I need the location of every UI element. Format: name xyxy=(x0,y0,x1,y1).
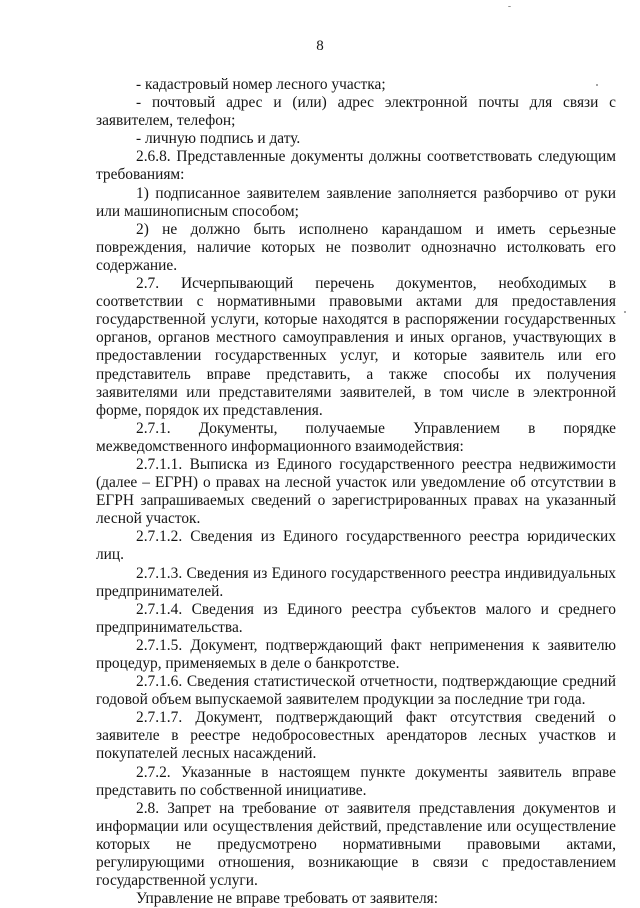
paragraph: 2.6.8. Представленные документы должны соответствовать следующим требованиям: xyxy=(96,148,616,184)
paragraph: 2.7.1.4. Сведения из Единого реестра субъектов малого и среднего предпринимательства. xyxy=(96,600,616,636)
paragraph: - кадастровый номер лесного участка; xyxy=(136,76,386,93)
paragraph: 2.7. Исчерпывающий перечень документов, необходимых в соответствии с нормативными правовыми актами для предоставления государственной услуги, которые находятся в распоряжении государственных органов, органов местного самоуправления и иных органов, участвующих в предоставлении государственных услуг, и которые заявитель или его представитель вправе представить, а также способы их получения заявителями или представителями заявителей, в том числе в электронной форме, порядок их представления. xyxy=(96,275,616,419)
paragraph: 1) подписанное заявителем заявление заполняется разборчиво от руки или машинописным способом; xyxy=(96,184,616,220)
paragraph: 2.7.1.1. Выписка из Единого государственного реестра недвижимости (далее – ЕГРН) о правах на лесной участок или уведомление об отсутствии в ЕГРН запрашиваемых сведений о зарегистрированных правах на указанный лесной участок. xyxy=(96,455,616,528)
document-body xyxy=(96,76,616,908)
paragraph: - почтовый адрес и (или) адрес электронной почты для связи с заявителем, телефон; xyxy=(96,94,616,130)
paragraph: Управление не вправе требовать от заявителя: xyxy=(136,890,439,908)
scan-speck xyxy=(508,6,511,7)
paragraph: 2.7.1.3. Сведения из Единого государственного реестра индивидуальных предпринимателей. xyxy=(96,564,616,600)
paragraph: 2) не должно быть исполнено карандашом и иметь серьезные повреждения, наличие которых не позволит однозначно истолковать его содержание. xyxy=(96,220,616,274)
paragraph: 2.8. Запрет на требование от заявителя представления документов и информации или осуществления действий, представление или осуществление которых не предусмотрено нормативными правовыми актами, регулирующими отношения, возникающие в связи с предоставлением государственной услуги. xyxy=(96,799,616,890)
scan-speck xyxy=(624,311,626,313)
paragraph: 2.7.1.7. Документ, подтверждающий факт отсутствия сведений о заявителе в реестре недобросовестных арендаторов лесных участков и покупателей лесных насаждений. xyxy=(96,709,616,763)
page-number: 8 xyxy=(316,38,324,54)
paragraph: 2.7.1.2. Сведения из Единого государственного реестра юридических лиц. xyxy=(96,528,616,564)
paragraph: 2.7.1. Документы, получаемые Управлением в порядке межведомственного информационного взаимодействия: xyxy=(96,419,616,455)
paragraph: - личную подпись и дату. xyxy=(136,130,301,148)
paragraph: 2.7.2. Указанные в настоящем пункте документы заявитель вправе представить по собственной инициативе. xyxy=(96,763,616,799)
paragraph: 2.7.1.5. Документ, подтверждающий факт неприменения к заявителю процедур, применяемых в деле о банкротстве. xyxy=(96,636,616,672)
paragraph: 2.7.1.6. Сведения статистической отчетности, подтверждающие средний годовой объем выпускаемой заявителем продукции за последние три года. xyxy=(96,673,616,709)
